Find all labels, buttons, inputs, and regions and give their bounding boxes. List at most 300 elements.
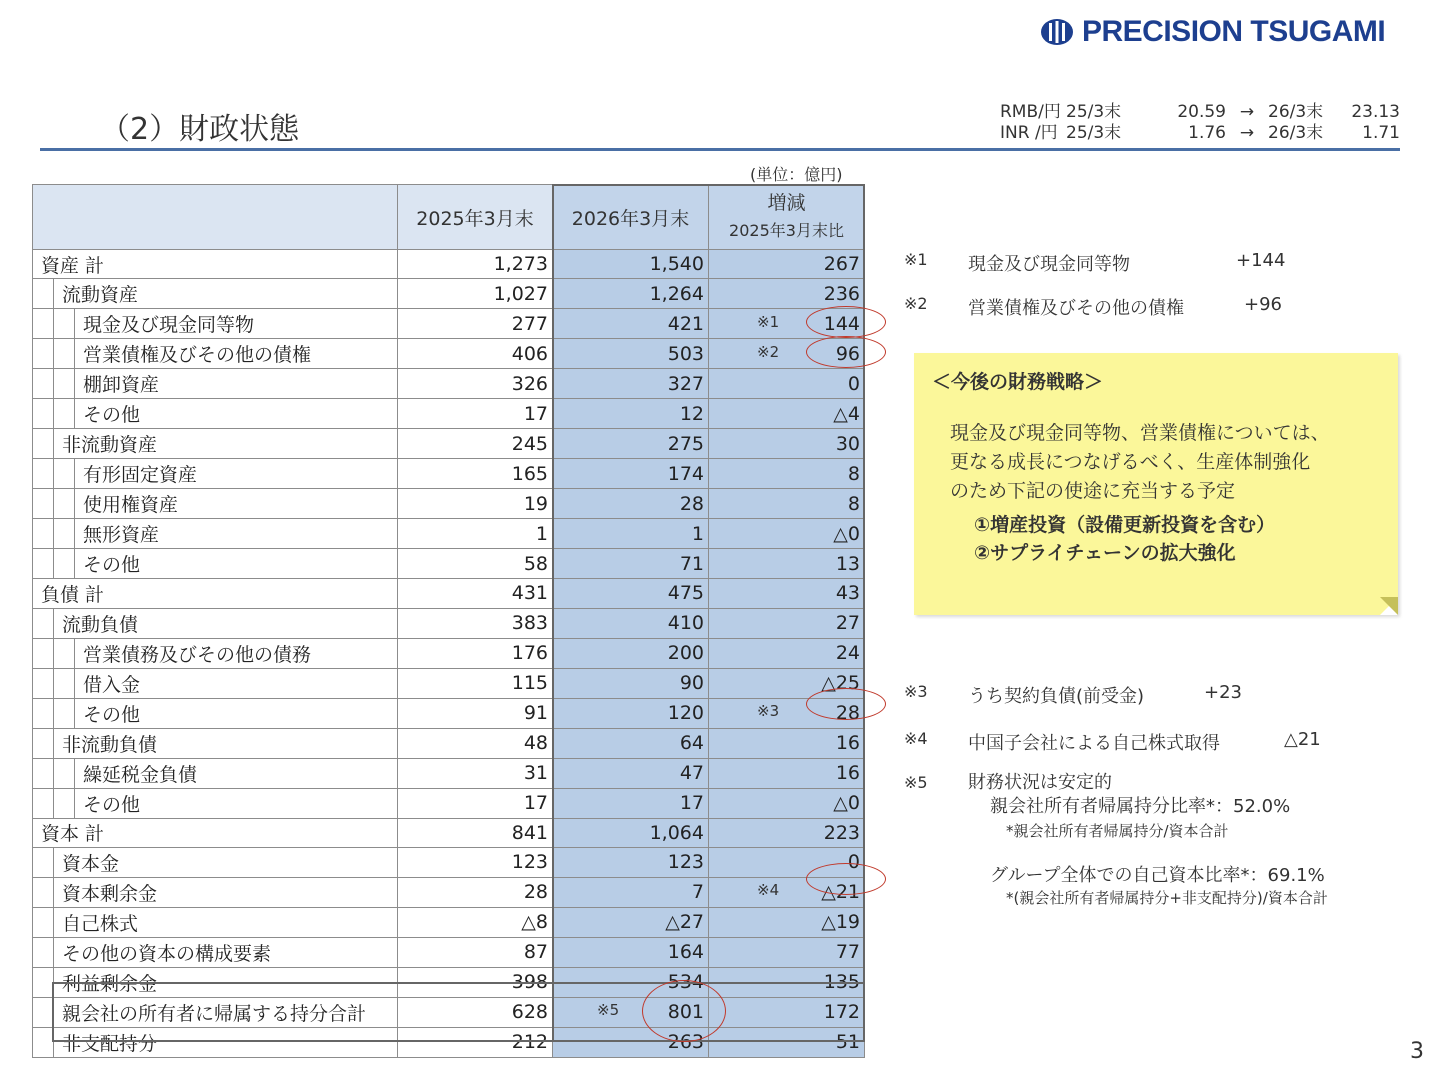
row-label-cell (33, 788, 398, 818)
note5-text: 財務状況は安定的 (968, 772, 1112, 793)
table-row (33, 279, 865, 309)
value-2026-text: 90 (679, 672, 704, 695)
value-2025 (398, 519, 553, 549)
page-title: （2）財政状態 (100, 112, 300, 147)
row-label-cell (33, 638, 398, 668)
value-2026-text: 1,540 (649, 253, 704, 276)
value-2026 (553, 250, 709, 279)
row-label: 無形資産 (83, 524, 160, 547)
value-2025 (398, 369, 553, 399)
fx-currency: INR /円 (1000, 123, 1058, 143)
row-label: 有形固定資産 (83, 464, 198, 487)
table-row (33, 429, 865, 459)
row-label-cell (33, 847, 398, 877)
fx-row-inr (1000, 123, 1400, 144)
value-diff-text: 96 (835, 342, 860, 365)
value-diff (709, 608, 865, 638)
row-label: 流動負債 (62, 613, 139, 636)
value-diff (709, 519, 865, 549)
exchange-rates (1000, 102, 1400, 144)
strategy-list-item: ①増産投資（設備更新投資を含む） (974, 514, 1276, 536)
value-2026-text: 12 (679, 402, 704, 425)
note-value: △21 (1284, 729, 1321, 750)
note-text: 現金及び現金同等物 (968, 254, 1130, 275)
note-value: +23 (1204, 682, 1242, 703)
value-2025 (398, 1027, 553, 1057)
table-row (33, 339, 865, 369)
value-diff-text: 30 (835, 432, 860, 455)
value-diff (709, 937, 865, 967)
row-label: 営業債権及びその他の債権 (83, 344, 312, 367)
row-label-cell (33, 818, 398, 847)
value-diff-text: 16 (835, 762, 860, 785)
indent-bar (33, 339, 54, 368)
value-2026-text: 120 (667, 702, 704, 725)
value-2026 (553, 698, 709, 728)
value-2026-text: 17 (679, 792, 704, 815)
value-2026 (553, 399, 709, 429)
table-row (33, 997, 865, 1027)
value-diff (709, 907, 865, 937)
value-diff (709, 638, 865, 668)
table-row (33, 877, 865, 907)
value-2025-text: 28 (523, 881, 548, 904)
value-2026-text: 327 (667, 372, 704, 395)
table-row (33, 788, 865, 818)
table-row (33, 549, 865, 579)
value-2025 (398, 250, 553, 279)
row-label-cell (33, 369, 398, 399)
value-2025 (398, 279, 553, 309)
value-2026 (553, 937, 709, 967)
note-mark: ※5 (904, 773, 928, 792)
indent-bar (54, 489, 75, 518)
row-label: 負債 計 (41, 583, 105, 606)
value-diff (709, 728, 865, 758)
indent-bar (54, 639, 75, 668)
row-label: 営業債務及びその他の債務 (83, 643, 312, 666)
row-label-cell (33, 907, 398, 937)
value-2025 (398, 549, 553, 579)
strategy-body-line: 更なる成長につなげるべく、生産体制強化 (950, 451, 1311, 473)
value-diff (709, 877, 865, 907)
note-ref: ※2 (757, 342, 780, 361)
row-label-cell (33, 459, 398, 489)
value-2026 (553, 429, 709, 459)
row-label: 資産 計 (41, 254, 105, 277)
table-row (33, 608, 865, 638)
value-2026 (553, 279, 709, 309)
strategy-heading: ＜今後の財務戦略＞ (932, 371, 1104, 393)
value-diff-text: 16 (835, 732, 860, 755)
value-diff-text: △19 (821, 911, 860, 934)
value-2025-text: 17 (523, 402, 548, 425)
indent-bar (33, 908, 54, 937)
table-row (33, 579, 865, 608)
value-2026-text: 28 (679, 492, 704, 515)
value-2026-text: 1,264 (649, 282, 704, 305)
value-diff-text: 267 (823, 253, 860, 276)
indent-bar (33, 459, 54, 488)
value-2025-text: 19 (523, 492, 548, 515)
row-label-cell (33, 279, 398, 309)
value-2025-text: 841 (511, 821, 548, 844)
value-diff (709, 847, 865, 877)
row-label-cell (33, 608, 398, 638)
table-row (33, 847, 865, 877)
value-2025-text: 176 (511, 642, 548, 665)
value-2026-text: 263 (667, 1031, 704, 1054)
row-label-cell (33, 758, 398, 788)
row-label: その他 (83, 554, 141, 577)
indent-bar (54, 759, 75, 788)
note-text: 中国子会社による自己株式取得 (968, 733, 1220, 754)
note5-line2: 親会社所有者帰属持分比率*：52.0% (990, 796, 1291, 817)
fx-row-rmb (1000, 102, 1400, 123)
value-2026 (553, 549, 709, 579)
fx-arrow: → (1239, 102, 1255, 122)
value-2025 (398, 309, 553, 339)
value-2026-text: 503 (667, 342, 704, 365)
value-2026 (553, 997, 709, 1027)
fx-arrow: → (1239, 123, 1255, 143)
fx-rate-to: 23.13 (1351, 102, 1400, 122)
fx-period-to: 26/3末 (1268, 123, 1324, 143)
value-2026-text: 475 (667, 582, 704, 605)
value-2026-text: 534 (667, 971, 704, 994)
value-2026-text: △27 (665, 911, 704, 934)
value-2025-text: 1,273 (493, 253, 548, 276)
value-2025-text: 326 (511, 372, 548, 395)
value-diff (709, 250, 865, 279)
value-diff (709, 459, 865, 489)
row-label: 資本剰余金 (62, 882, 158, 905)
value-2026-text: 7 (691, 881, 704, 904)
value-2025 (398, 788, 553, 818)
strategy-list (974, 511, 1275, 567)
row-label-cell (33, 937, 398, 967)
row-label-cell (33, 549, 398, 579)
value-2025-text: 406 (511, 342, 548, 365)
indent-bar (33, 789, 54, 818)
value-2025-text: 277 (511, 312, 548, 335)
note-mark: ※2 (904, 294, 928, 313)
value-2025-text: 628 (511, 1001, 548, 1024)
table-row (33, 818, 865, 847)
value-diff-text: 172 (823, 1001, 860, 1024)
value-2026 (553, 638, 709, 668)
note-text: うち契約負債(前受金) (968, 686, 1145, 707)
value-2026 (553, 877, 709, 907)
note-ref: ※1 (757, 312, 780, 331)
indent-bar (33, 729, 54, 758)
value-diff (709, 997, 865, 1027)
value-2026-text: 64 (679, 732, 704, 755)
sticky-fold-shadow (1380, 597, 1398, 615)
value-2025 (398, 668, 553, 698)
value-2025 (398, 459, 553, 489)
value-2026 (553, 907, 709, 937)
value-diff-text: △0 (833, 792, 860, 815)
value-diff-text: △4 (833, 402, 860, 425)
value-diff (709, 818, 865, 847)
value-2025-text: △8 (521, 911, 548, 934)
row-label-cell (33, 877, 398, 907)
value-diff-text: 27 (835, 612, 860, 635)
company-logo (1040, 14, 1385, 50)
table-row (33, 399, 865, 429)
table-row (33, 907, 865, 937)
value-2025-text: 245 (511, 432, 548, 455)
value-diff (709, 698, 865, 728)
row-label: 自己株式 (62, 912, 139, 935)
value-diff-text: 43 (835, 582, 860, 605)
logo-text: PRECISION TSUGAMI (1082, 15, 1386, 48)
value-diff-text: 28 (835, 702, 860, 725)
fx-rate-from: 20.59 (1177, 102, 1226, 122)
value-diff (709, 279, 865, 309)
note-value: +144 (1236, 250, 1286, 271)
indent-bar (54, 369, 75, 398)
indent-bar (54, 339, 75, 368)
row-label: その他 (83, 793, 141, 816)
fx-rate-from: 1.76 (1188, 123, 1226, 143)
note-2 (904, 294, 1282, 320)
value-2026-text: 421 (667, 312, 704, 335)
value-2026 (553, 758, 709, 788)
row-label: 繰延税金負債 (83, 763, 198, 786)
table-row (33, 698, 865, 728)
note-3 (904, 682, 1242, 708)
note-ref: ※3 (757, 702, 780, 721)
table-row (33, 638, 865, 668)
value-diff (709, 369, 865, 399)
value-diff (709, 429, 865, 459)
value-diff (709, 309, 865, 339)
indent-bar (54, 699, 75, 728)
value-diff-text: 236 (823, 282, 860, 305)
value-2026 (553, 459, 709, 489)
indent-bar (33, 998, 54, 1027)
indent-bar (33, 938, 54, 967)
note-mark: ※3 (904, 682, 928, 701)
indent-bar (54, 549, 75, 578)
value-2026 (553, 1027, 709, 1057)
value-2025-text: 48 (523, 732, 548, 755)
indent-bar (33, 878, 54, 907)
value-2026 (553, 579, 709, 608)
row-label-cell (33, 309, 398, 339)
value-2025 (398, 489, 553, 519)
row-label: その他の資本の構成要素 (62, 942, 272, 965)
value-2026-text: 410 (667, 612, 704, 635)
strategy-body-line: のため下記の使途に充当する予定 (950, 480, 1236, 502)
value-2026 (553, 309, 709, 339)
value-diff-text: 13 (835, 552, 860, 575)
row-label: 流動資産 (62, 284, 139, 307)
value-diff-text: 77 (835, 941, 860, 964)
strategy-list-item: ②サプライチェーンの拡大強化 (974, 542, 1236, 564)
table-row (33, 937, 865, 967)
row-label-cell (33, 967, 398, 997)
fx-rate-to: 1.71 (1362, 123, 1400, 143)
value-diff (709, 579, 865, 608)
unit-label: (単位：億円) (750, 165, 843, 184)
row-label-cell (33, 579, 398, 608)
indent-bar (33, 1028, 54, 1057)
row-label: 非流動負債 (62, 733, 158, 756)
value-diff-text: 223 (823, 821, 860, 844)
table-row (33, 519, 865, 549)
value-2025-text: 91 (523, 702, 548, 725)
row-label-cell (33, 489, 398, 519)
value-diff (709, 549, 865, 579)
value-2026 (553, 369, 709, 399)
note-mark: ※4 (904, 729, 928, 748)
value-diff-text: 135 (823, 971, 860, 994)
strategy-body (950, 419, 1330, 506)
value-diff-text: △25 (821, 672, 860, 695)
note-value: +96 (1244, 294, 1282, 315)
indent-bar (54, 399, 75, 428)
value-2026-text: 47 (679, 762, 704, 785)
value-2025-text: 383 (511, 612, 548, 635)
value-2025 (398, 818, 553, 847)
indent-bar (54, 459, 75, 488)
row-label-cell (33, 519, 398, 549)
row-label-cell (33, 399, 398, 429)
header-diff-line1: 増減 (767, 192, 806, 214)
table-row (33, 309, 865, 339)
value-2026-text: 174 (667, 462, 704, 485)
value-2025-text: 431 (511, 582, 548, 605)
table-row (33, 668, 865, 698)
value-2026-text: 71 (679, 552, 704, 575)
table-row (33, 489, 865, 519)
fx-period-from: 25/3末 (1066, 102, 1122, 122)
row-label: 資本 計 (41, 823, 105, 846)
row-label: 利益剰余金 (62, 972, 158, 995)
fx-currency: RMB/円 (1000, 102, 1061, 122)
row-label-cell (33, 728, 398, 758)
note5-line5: *(親会社所有者帰属持分+非支配持分)/資本合計 (1006, 889, 1328, 907)
value-diff (709, 339, 865, 369)
indent-bar (33, 309, 54, 338)
value-diff-text: 0 (847, 851, 860, 874)
value-2025 (398, 638, 553, 668)
header-2025: 2025年3月末 (398, 185, 553, 250)
row-label: 借入金 (83, 673, 141, 696)
indent-bar (33, 759, 54, 788)
logo-mark-icon (1040, 17, 1074, 47)
row-label-cell (33, 698, 398, 728)
row-label: 現金及び現金同等物 (83, 314, 255, 337)
note5-line4: グループ全体での自己資本比率*：69.1% (990, 865, 1325, 886)
strategy-body-line: 現金及び現金同等物、営業債権については、 (950, 422, 1330, 444)
indent-bar (33, 699, 54, 728)
value-2026-text: 275 (667, 432, 704, 455)
row-label: 資本金 (62, 852, 120, 875)
row-label: その他 (83, 404, 141, 427)
note-ref: ※4 (757, 881, 780, 900)
value-2026 (553, 519, 709, 549)
table-row (33, 459, 865, 489)
row-label-cell (33, 997, 398, 1027)
value-2026-text: 1,064 (649, 821, 704, 844)
indent-bar (33, 968, 54, 997)
row-label: 非支配持分 (62, 1032, 158, 1055)
value-2025 (398, 339, 553, 369)
value-2025 (398, 758, 553, 788)
value-diff (709, 1027, 865, 1057)
value-2025 (398, 937, 553, 967)
value-2025 (398, 698, 553, 728)
note-ref: ※5 (597, 1001, 620, 1020)
value-2025-text: 1 (535, 522, 548, 545)
table-row (33, 1027, 865, 1057)
row-label: 親会社の所有者に帰属する持分合計 (62, 1002, 367, 1025)
value-2025 (398, 579, 553, 608)
indent-bar (33, 669, 54, 698)
value-2025-text: 123 (511, 851, 548, 874)
value-2026-text: 123 (667, 851, 704, 874)
value-2025-text: 1,027 (493, 282, 548, 305)
note-1 (904, 250, 1285, 276)
value-diff-text: △21 (821, 881, 860, 904)
value-2025 (398, 608, 553, 638)
value-2025-text: 212 (511, 1031, 548, 1054)
header-2026: 2026年3月末 (553, 185, 709, 250)
indent-bar (54, 669, 75, 698)
note-5 (904, 768, 1328, 908)
value-2025 (398, 877, 553, 907)
indent-bar (33, 519, 54, 548)
value-diff-text: 0 (847, 372, 860, 395)
value-2026 (553, 608, 709, 638)
value-2026 (553, 788, 709, 818)
note5-line1 (904, 768, 1328, 794)
row-label-cell (33, 1027, 398, 1057)
row-label-cell (33, 250, 398, 279)
row-label-cell (33, 339, 398, 369)
row-label-cell (33, 668, 398, 698)
value-2025-text: 115 (511, 672, 548, 695)
value-diff (709, 967, 865, 997)
value-2025 (398, 997, 553, 1027)
table-row (33, 758, 865, 788)
value-2025 (398, 728, 553, 758)
value-diff (709, 788, 865, 818)
value-2025 (398, 429, 553, 459)
value-2026-text: 200 (667, 642, 704, 665)
note-text: 営業債権及びその他の債権 (968, 298, 1184, 319)
indent-bar (33, 279, 54, 308)
value-diff-text: 8 (847, 492, 860, 515)
value-2025-text: 87 (523, 941, 548, 964)
value-2026-text: 801 (667, 1001, 704, 1024)
title-underline (40, 148, 1400, 151)
value-diff-text: 144 (823, 312, 860, 335)
value-2025 (398, 967, 553, 997)
value-2026 (553, 818, 709, 847)
value-diff (709, 758, 865, 788)
value-2026 (553, 339, 709, 369)
indent-bar (54, 309, 75, 338)
value-2025-text: 31 (523, 762, 548, 785)
value-diff (709, 399, 865, 429)
row-label-cell (33, 429, 398, 459)
header-diff (709, 185, 865, 250)
